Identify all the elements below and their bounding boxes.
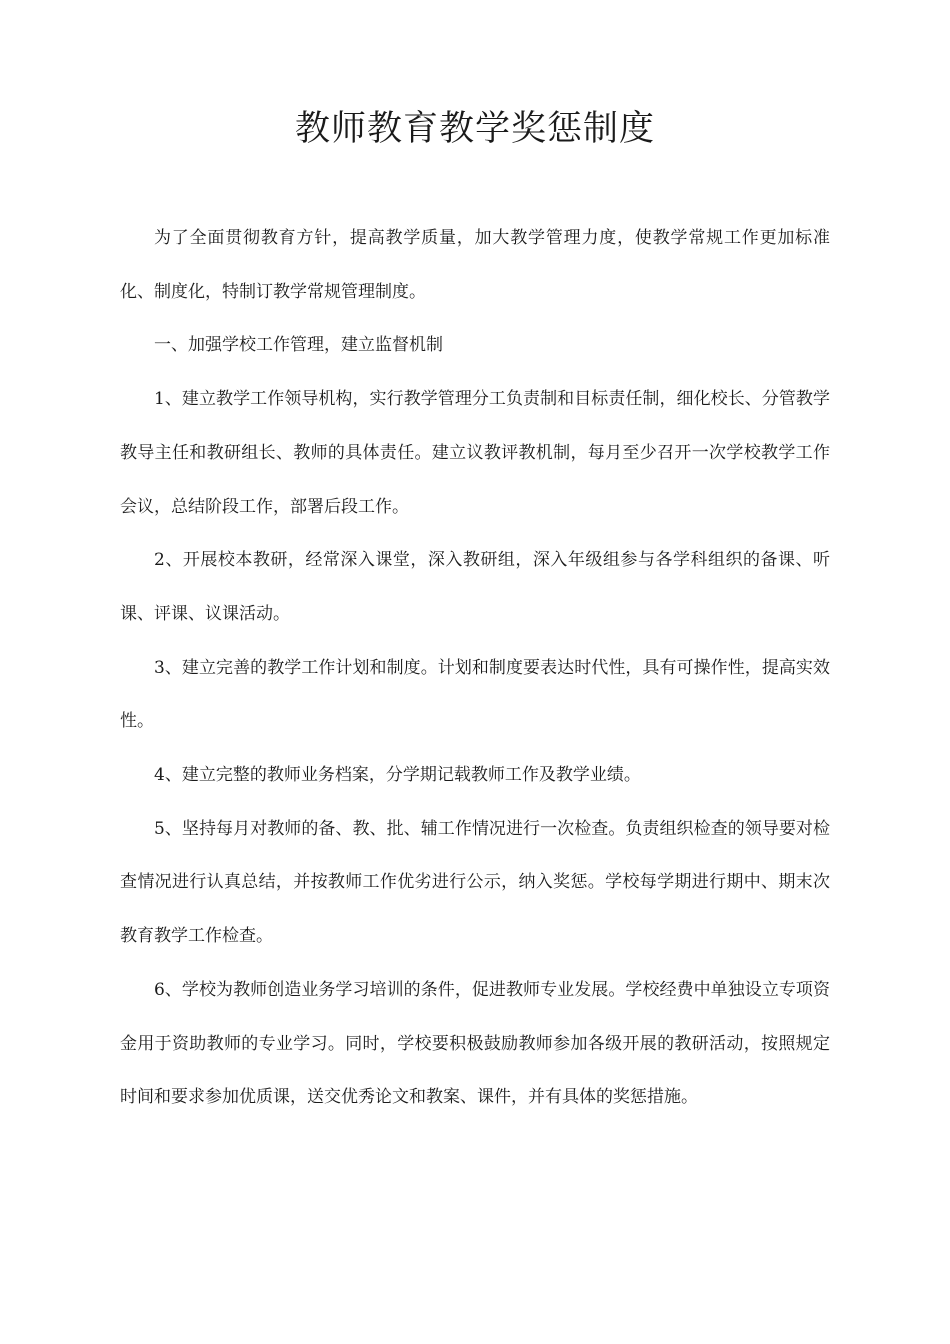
item-paragraph-1: 1、建立教学工作领导机构，实行教学管理分工负责制和目标责任制，细化校长、分管教学教导主任和教研组长、教师的具体责任。建立议教评教机制，每月至少召开一次学校教学工作会议，总结阶段工作，部署后段工作。 [120,389,830,517]
document-body [120,212,830,1125]
intro-paragraph: 为了全面贯彻教育方针，提高教学质量，加大教学管理力度，使教学常规工作更加标准化、制度化，特制订教学常规管理制度。 [120,228,830,302]
item-paragraph-5: 5、坚持每月对教师的备、教、批、辅工作情况进行一次检查。负责组织检查的领导要对检查情况进行认真总结，并按教师工作优劣进行公示，纳入奖惩。学校每学期进行期中、期末次教育教学工作检查。 [120,818,830,947]
item-paragraph-2: 2、开展校本教研，经常深入课堂，深入教研组，深入年级组参与各学科组织的备课、听课、评课、议课活动。 [120,550,830,624]
item-paragraph-4: 4、建立完整的教师业务档案，分学期记载教师工作及教学业绩。 [154,765,641,786]
section-heading-1: 一、加强学校工作管理，建立监督机制 [154,335,443,356]
item-paragraph-3: 3、建立完善的教学工作计划和制度。计划和制度要表达时代性，具有可操作性，提高实效性。 [120,657,830,732]
document-title: 教师教育教学奖惩制度 [294,109,655,149]
item-paragraph-6: 6、学校为教师创造业务学习培训的条件，促进教师专业发展。学校经费中单独设立专项资金用于资助教师的专业学习。同时，学校要积极鼓励教师参加各级开展的教研活动，按照规定时间和要求参加优质课，送交优秀论文和教案、课件，并有具体的奖惩措施。 [120,979,830,1108]
